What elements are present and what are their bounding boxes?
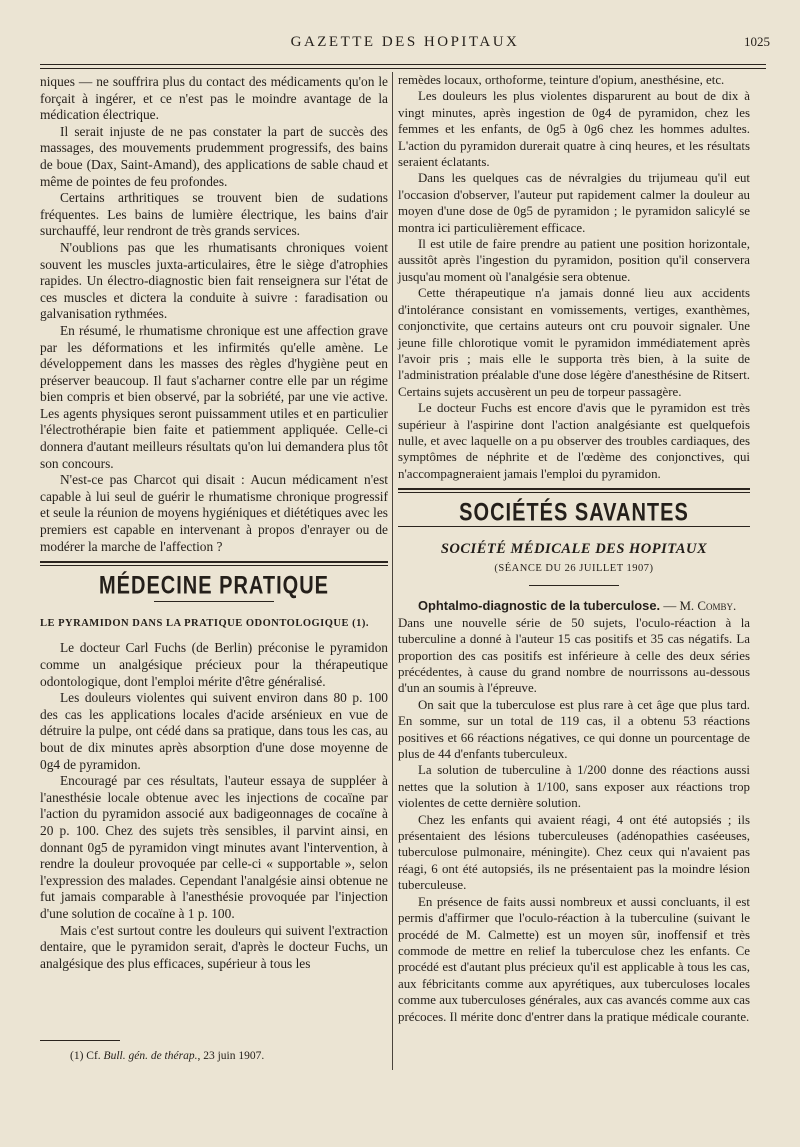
society-title: SOCIÉTÉ MÉDICALE DES HOPITAUX [440, 540, 708, 557]
section-rule-thin [40, 565, 388, 566]
paragraph: En résumé, le rhumatisme chronique est une affection grave par les déformations et les infirmités qu'elle amène. Le développement dans les masses des règles d'hygiène peut en préserver beaucoup. Il faut s'acharner contre elle par un régime bien compris et bien observé, par la sobriété, par une vie active. Les agents physiques seront puissamment utiles et en particulier l'électrothérapie bien faite et patiemment appliquée. Celle-ci donnera d'autant meilleurs résultats qu'on lui demandera plus tôt son concours. [40, 322, 388, 471]
paragraph: Les douleurs violentes qui suivent environ dans 80 p. 100 des cas les applications locales d'acide arsénieux en vue de détruire la pulpe, ont cédé dans sa pratique, dans tous les cas, au bout de dix minutes après absorption d'une dose moyenne de 0g4 de pyramidon. [40, 690, 388, 772]
paragraph: Le docteur Fuchs est encore d'avis que le pyramidon est très supérieur à l'aspirine dont l'action analgésiante est quelquefois nulle, et avec laquelle on a pu observer des troubles cardiaques, des symptômes de néphrite et de l'œdème des conjonctives, qui n'accompagneraient jamais l'emploi du pyramidon. [398, 401, 750, 481]
article-title: LE PYRAMIDON DANS LA PRATIQUE ODONTOLOGIQUE (1). [40, 617, 370, 629]
lead-title: Ophtalmo-diagnostic de la tuberculose. [418, 598, 661, 614]
paragraph: Dans les quelques cas de névralgies du trijumeau qu'il eut l'occasion d'observer, l'auteur put rapidement calmer la douleur au moyen d'une dose de 0g5 de pyramidon ; le pyramidon salicylé se montra ici particulièrement efficace. [398, 171, 750, 235]
footnote [70, 1050, 264, 1062]
section-rule [398, 488, 750, 490]
paragraph: En présence de faits aussi nombreux et aussi concluants, il est permis d'affirmer que l'oculo-réaction à la tuberculine (suivant le procédé de M. Calmette) est un moyen sûr, inoffensif et très commode de mettre en relief la tuberculose chez les enfants. Ce procédé est d'autant plus précieux qu'il est applicable à tous les cas, aux fébricitants comme aux apyrétiques, aux tuberculoses locales comme aux tuberculoses générales, aux cas avancés comme aux cas précoces. Il mérite donc d'entrer dans la pratique médicale courante. [398, 894, 750, 1024]
section-underline [154, 601, 274, 602]
page-header [40, 34, 770, 58]
left-column [40, 74, 388, 972]
footnote-date: , 23 juin 1907. [197, 1050, 265, 1062]
paragraph: On sait que la tuberculose est plus rare à cet âge que plus tard. En somme, sur un total de 119 cas, il a obtenu 53 réactions positives et 66 réactions négatives, ce qui donne un pourcentage de plus de 44 d'enfants tuberculeux. [398, 697, 750, 762]
paragraph: Certains arthritiques se trouvent bien de sudations fréquentes. Les bains de lumière électrique, les bains d'air surchauffé, leur rendront de très grands services. [40, 190, 388, 239]
paragraph: Encouragé par ces résultats, l'auteur essaya de suppléer à l'anesthésie locale obtenue avec les injections de cocaïne par l'action du pyramidon associé aux badigeonnages de cocaïne à 20 p. 100. Chez des sujets très sensibles, il parvint ainsi, en donnant 0g5 de pyramidon vingt minutes avant l'intervention, à rendre la douleur provoquée par celle-ci « supportable », selon l'expression des malades. Cependant l'analgésie ainsi obtenue ne fut jamais comparable à l'anesthésie provoquée par l'injection d'une solution de cocaïne à 1 p. 100. [40, 773, 388, 921]
section-rule-thin [398, 492, 750, 493]
header-rule-thin [40, 68, 766, 69]
section-title-medecine: MÉDECINE PRATIQUE [99, 572, 329, 600]
lead-paragraph [398, 598, 750, 614]
paragraph: Dans une nouvelle série de 50 sujets, l'oculo-réaction à la tuberculine a donné à l'auteur 15 cas positifs et 35 cas négatifs. La proportion des cas positifs est inférieure à celle des deux séries précédentes, à cause du grand nombre de nourrissons au-dessous d'un an soumis à l'épreuve. [398, 615, 750, 696]
paragraph: Chez les enfants qui avaient réagi, 4 ont été autopsiés ; ils présentaient des lésions tuberculeuses (adénopathies caséeuses, tuberculose pulmonaire, méningite). Chez ceux qui n'avaient pas réagi, 6 ont été autopsiés, ils ne présentaient pas la moindre lésion tuberculeuse. [398, 812, 750, 893]
lead-author: — M. Comby. [663, 599, 737, 614]
paragraph: Il serait injuste de ne pas constater la part de succès des massages, des mouvements prudemment progressifs, des bains de boue (Dax, Saint-Amand), des applications de sable chaud et même de pointes de feu profondes. [40, 123, 388, 189]
seance-date: (SÉANCE DU 26 JUILLET 1907) [494, 562, 654, 574]
running-title: GAZETTE DES HOPITAUX [290, 34, 520, 50]
footnote-marker: (1) Cf. [70, 1050, 101, 1062]
paragraph: remèdes locaux, orthoforme, teinture d'opium, anesthésine, etc. [398, 73, 725, 87]
column-divider [392, 72, 393, 1070]
paragraph: niques — ne souffrira plus du contact des médicaments qu'on le forçait à ingérer, et ce n'est pas le moindre avantage de la médication électrique. [40, 74, 388, 123]
section-rule [40, 561, 388, 563]
paragraph: Il est utile de faire prendre au patient une position horizontale, aussitôt après l'ingestion du pyramidon, position qu'il conservera jusqu'au moment où l'analgésie sera obtenue. [398, 237, 750, 284]
right-column [398, 72, 750, 1025]
paragraph: N'oublions pas que les rhumatisants chroniques voient souvent les muscles juxta-articulaires, être le siège d'atrophies rapides. Un électro-diagnostic bien fait renseignera sur l'état de ces muscles et dictera la conduite à suivre : faradisation ou galvanisation rythmées. [40, 239, 388, 322]
paragraph: Mais c'est surtout contre les douleurs qui suivent l'extraction dentaire, que le pyramidon serait, d'après le docteur Fuchs, un analgésique des plus efficaces, supérieur à tous les [40, 922, 388, 971]
paragraph: Le docteur Carl Fuchs (de Berlin) préconise le pyramidon comme un analgésique précieux pour la thérapeutique odontologique, dont l'emploi mérite d'être généralisé. [40, 640, 388, 689]
footnote-source: Bull. gén. de thérap. [103, 1050, 198, 1062]
paragraph: Cette thérapeutique n'a jamais donné lieu aux accidents d'intolérance consistant en vomissements, vertiges, exanthèmes, conjonctivite, que certains auteurs ont cru pouvoir signaler. Une jeune fille chlorotique vomit le pyramidon immédiatement après l'avoir pris ; mais elle le supporta très bien, à la suite de l'administration préalable d'une dose légère d'anesthésine de Ritsert. Certains sujets accusèrent un peu de torpeur passagère. [398, 286, 750, 399]
section-title-societes: SOCIÉTÉS SAVANTES [459, 499, 689, 527]
paragraph: Les douleurs les plus violentes disparurent au bout de dix à vingt minutes, après ingestion de 0g4 de pyramidon, chez les femmes et les enfants, de 0g5 à 0g6 chez les hommes adultes. L'action du pyramidon durerait quatre à cinq heures, et les résultats seraient éclatants. [398, 89, 750, 170]
header-rule [40, 64, 766, 65]
paragraph: La solution de tuberculine à 1/200 donne des réactions aussi nettes que la solution à 1/100, sans exposer aux réactions trop violentes de cette dernière solution. [398, 763, 750, 811]
page-number: 1025 [744, 34, 770, 49]
footnote-rule [40, 1040, 120, 1041]
seance-rule [529, 585, 619, 586]
paragraph: N'est-ce pas Charcot qui disait : Aucun médicament n'est capable à lui seul de guérir le rhumatisme chronique progressif et seule la réunion de moyens hygiéniques et diététiques avec les premiers est capable en intervenant à propos d'enrayer ou de modérer la marche de l'affection ? [40, 472, 388, 554]
